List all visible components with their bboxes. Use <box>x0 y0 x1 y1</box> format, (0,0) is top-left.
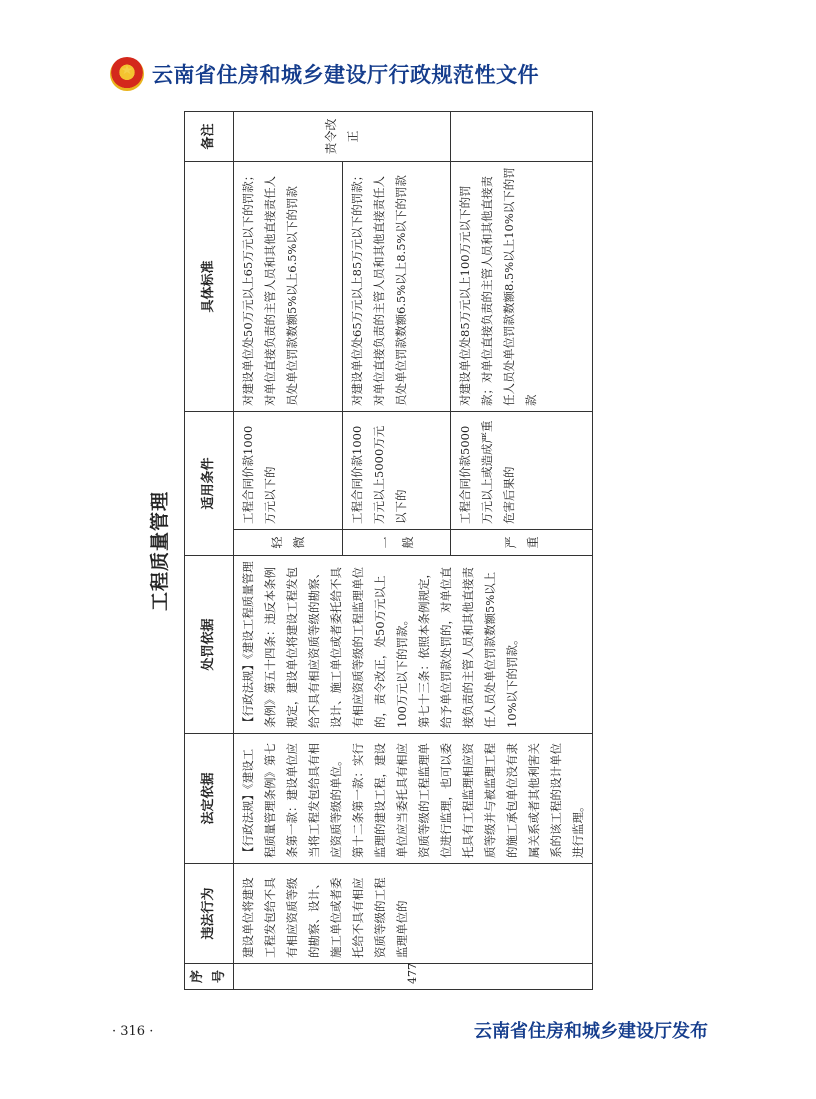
tier-standard-general: 对建设单位处65万元以上85万元以下的罚款；对单位直接负责的主管人员和其他直接责任人员处单位罚款数额6.5%以上8.5%以下的罚款 <box>342 161 451 411</box>
tier-level-general: 一般 <box>342 530 451 556</box>
table-header-row <box>185 111 234 989</box>
rotated-content <box>140 112 585 990</box>
tier-standard-serious: 对建设单位处85万元以上100万元以下的罚款；对单位直接负责的主管人员和其他直接责任人员处单位罚款数额8.5%以上10%以下的罚款 <box>451 161 593 411</box>
legal-basis-text: 【行政法规】《建设工程质量管理条例》第七条第一款：建设单位应当将工程发包给具有相应资质等级的单位。 第十二条第一款：实行监理的建设工程，建设单位应当委托具有相应资质等级的工程监理单位进行监理，也可以委托具有工程监理相应资质等级并与被监理工程的施工承包单位没有隶属关系或者其他利害关系的该工程的设计单位进行监理。 <box>241 743 585 858</box>
document-header <box>110 56 539 92</box>
page-number: · 316 · <box>112 1024 154 1039</box>
header-index: 序号 <box>185 964 234 990</box>
national-emblem-icon <box>110 57 144 91</box>
header-standard: 具体标准 <box>185 161 234 411</box>
header-legal-basis: 法定依据 <box>185 734 234 864</box>
remark-empty-cell <box>451 111 593 161</box>
header-penalty-basis: 处罚依据 <box>185 556 234 734</box>
legal-basis-cell <box>234 734 593 864</box>
tier-condition-general: 工程合同价款1000万元以上5000万元以下的 <box>342 411 451 529</box>
violation-cell <box>234 864 593 964</box>
violation-text: 建设单位将建设工程发包给不具有相应资质等级的勘察、设计、施工单位或者委托给不具有相应资质等级的工程监理单位的 <box>241 877 409 958</box>
rotated-table-area <box>140 112 585 990</box>
tier-level-minor: 轻微 <box>234 530 343 556</box>
penalty-basis-text: 【行政法规】《建设工程质量管理条例》第五十四条：违反本条例规定，建设单位将建设工程发包给不具有相应资质等级的勘察、设计、施工单位或者委托给不具有相应资质等级的工程监理单位的，责令改正，处50万元以上100万元以下的罚款。 第七十三条：依照本条例规定，给予单位罚款处罚的，对单位直接负责的主管人员和其他直接责任人员处单位罚款数额5%以上10%以下的罚款。 <box>241 561 519 728</box>
remark-cell: 责令改正 <box>234 111 451 161</box>
header-remark: 备注 <box>185 111 234 161</box>
publisher-footer: 云南省住房和城乡建设厅发布 <box>474 1021 708 1042</box>
tier-standard-minor: 对建设单位处50万元以上65万元以下的罚款；对单位直接负责的主管人员和其他直接责任人员处单位罚款数额5%以上6.5%以下的罚款 <box>234 161 343 411</box>
table-row <box>234 111 343 989</box>
tier-condition-minor: 工程合同价款1000万元以下的 <box>234 411 343 529</box>
penalty-basis-cell <box>234 556 593 734</box>
penalty-table <box>184 111 593 990</box>
tier-level-serious: 严重 <box>451 530 593 556</box>
header-violation: 违法行为 <box>185 864 234 964</box>
section-title: 工程质量管理 <box>149 491 171 612</box>
tier-condition-serious: 工程合同价款5000万元以上或造成严重危害后果的 <box>451 411 593 529</box>
header-title: 云南省住房和城乡建设厅行政规范性文件 <box>152 63 539 87</box>
row-index: 477 <box>234 964 593 990</box>
header-condition: 适用条件 <box>185 411 234 555</box>
